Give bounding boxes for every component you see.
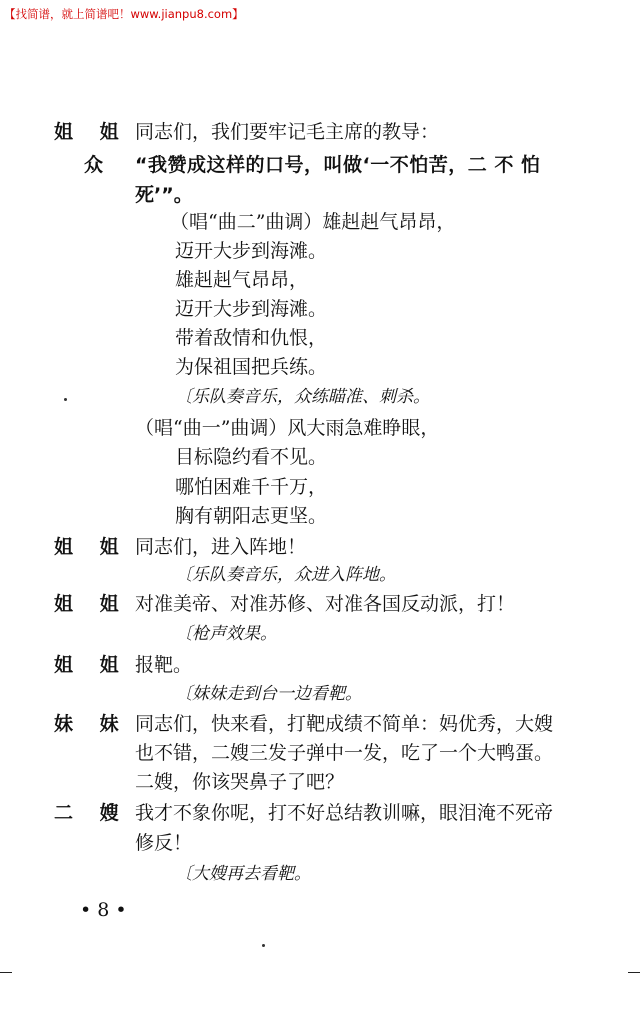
scan-speck — [64, 398, 67, 401]
lyric-line: 迈开大步到海滩。 — [175, 298, 328, 320]
scan-speck — [262, 944, 265, 947]
dialogue-line: 修反！ — [135, 832, 193, 854]
page-number: • 8 • — [80, 899, 127, 921]
watermark-banner: 【找简谱，就上简谱吧！www.jianpu8.com】 — [4, 7, 244, 21]
stage-direction: 〔大嫂再去看靶。 — [175, 864, 311, 884]
lyric-line: （唱“曲一”曲调）风大雨急难睁眼， — [135, 417, 440, 439]
speaker-label: 姐 姐 — [54, 654, 129, 676]
dialogue-line: 同志们，我们要牢记毛主席的教导： — [135, 121, 440, 143]
dialogue-line: 我才不象你呢，打不好总结教训嘛，眼泪淹不死帝 — [135, 802, 554, 824]
speaker-label: 姐 姐 — [54, 536, 129, 558]
lyric-line: 雄赳赳气昂昂， — [175, 269, 309, 291]
speaker-label: 妹 妹 — [54, 713, 129, 735]
lyric-line: 目标隐约看不见。 — [175, 446, 328, 468]
lyric-line: （唱“曲二”曲调）雄赳赳气昂昂， — [170, 211, 456, 233]
dialogue-line: 死’”。 — [135, 184, 193, 206]
lyric-line: 为保祖国把兵练。 — [175, 356, 328, 378]
lyric-line: 迈开大步到海滩。 — [175, 240, 328, 262]
stage-direction: 〔乐队奏音乐，众进入阵地。 — [175, 565, 396, 585]
stage-direction: 〔妹妹走到台一边看靶。 — [175, 684, 362, 704]
dialogue-line: 同志们，快来看，打靶成绩不简单：妈优秀，大嫂 — [135, 713, 554, 735]
speaker-label: 众 — [84, 154, 114, 176]
dialogue-line: 对准美帝、对准苏修、对准各国反动派，打！ — [135, 593, 516, 615]
dialogue-line: 同志们，进入阵地！ — [135, 536, 307, 558]
speaker-label: 姐 姐 — [54, 121, 129, 143]
speaker-label: 二 嫂 — [54, 802, 129, 824]
lyric-line: 哪怕困难千千万， — [175, 476, 328, 498]
crop-mark — [0, 972, 12, 973]
dialogue-line: 报靶。 — [135, 654, 193, 676]
stage-direction: 〔枪声效果。 — [175, 624, 277, 644]
dialogue-line: “我赞成这样的口号，叫做‘一不怕苦，二 不 怕 — [135, 154, 541, 176]
speaker-label: 姐 姐 — [54, 593, 129, 615]
crop-mark — [628, 972, 640, 973]
stage-direction: 〔乐队奏音乐，众练瞄准、刺杀。 — [175, 387, 430, 407]
lyric-line: 胸有朝阳志更坚。 — [175, 505, 328, 527]
dialogue-line: 二嫂，你该哭鼻子了吧？ — [135, 771, 345, 793]
dialogue-line: 也不错，二嫂三发子弹中一发，吃了一个大鸭蛋。 — [135, 742, 554, 764]
lyric-line: 带着敌情和仇恨， — [175, 327, 328, 349]
